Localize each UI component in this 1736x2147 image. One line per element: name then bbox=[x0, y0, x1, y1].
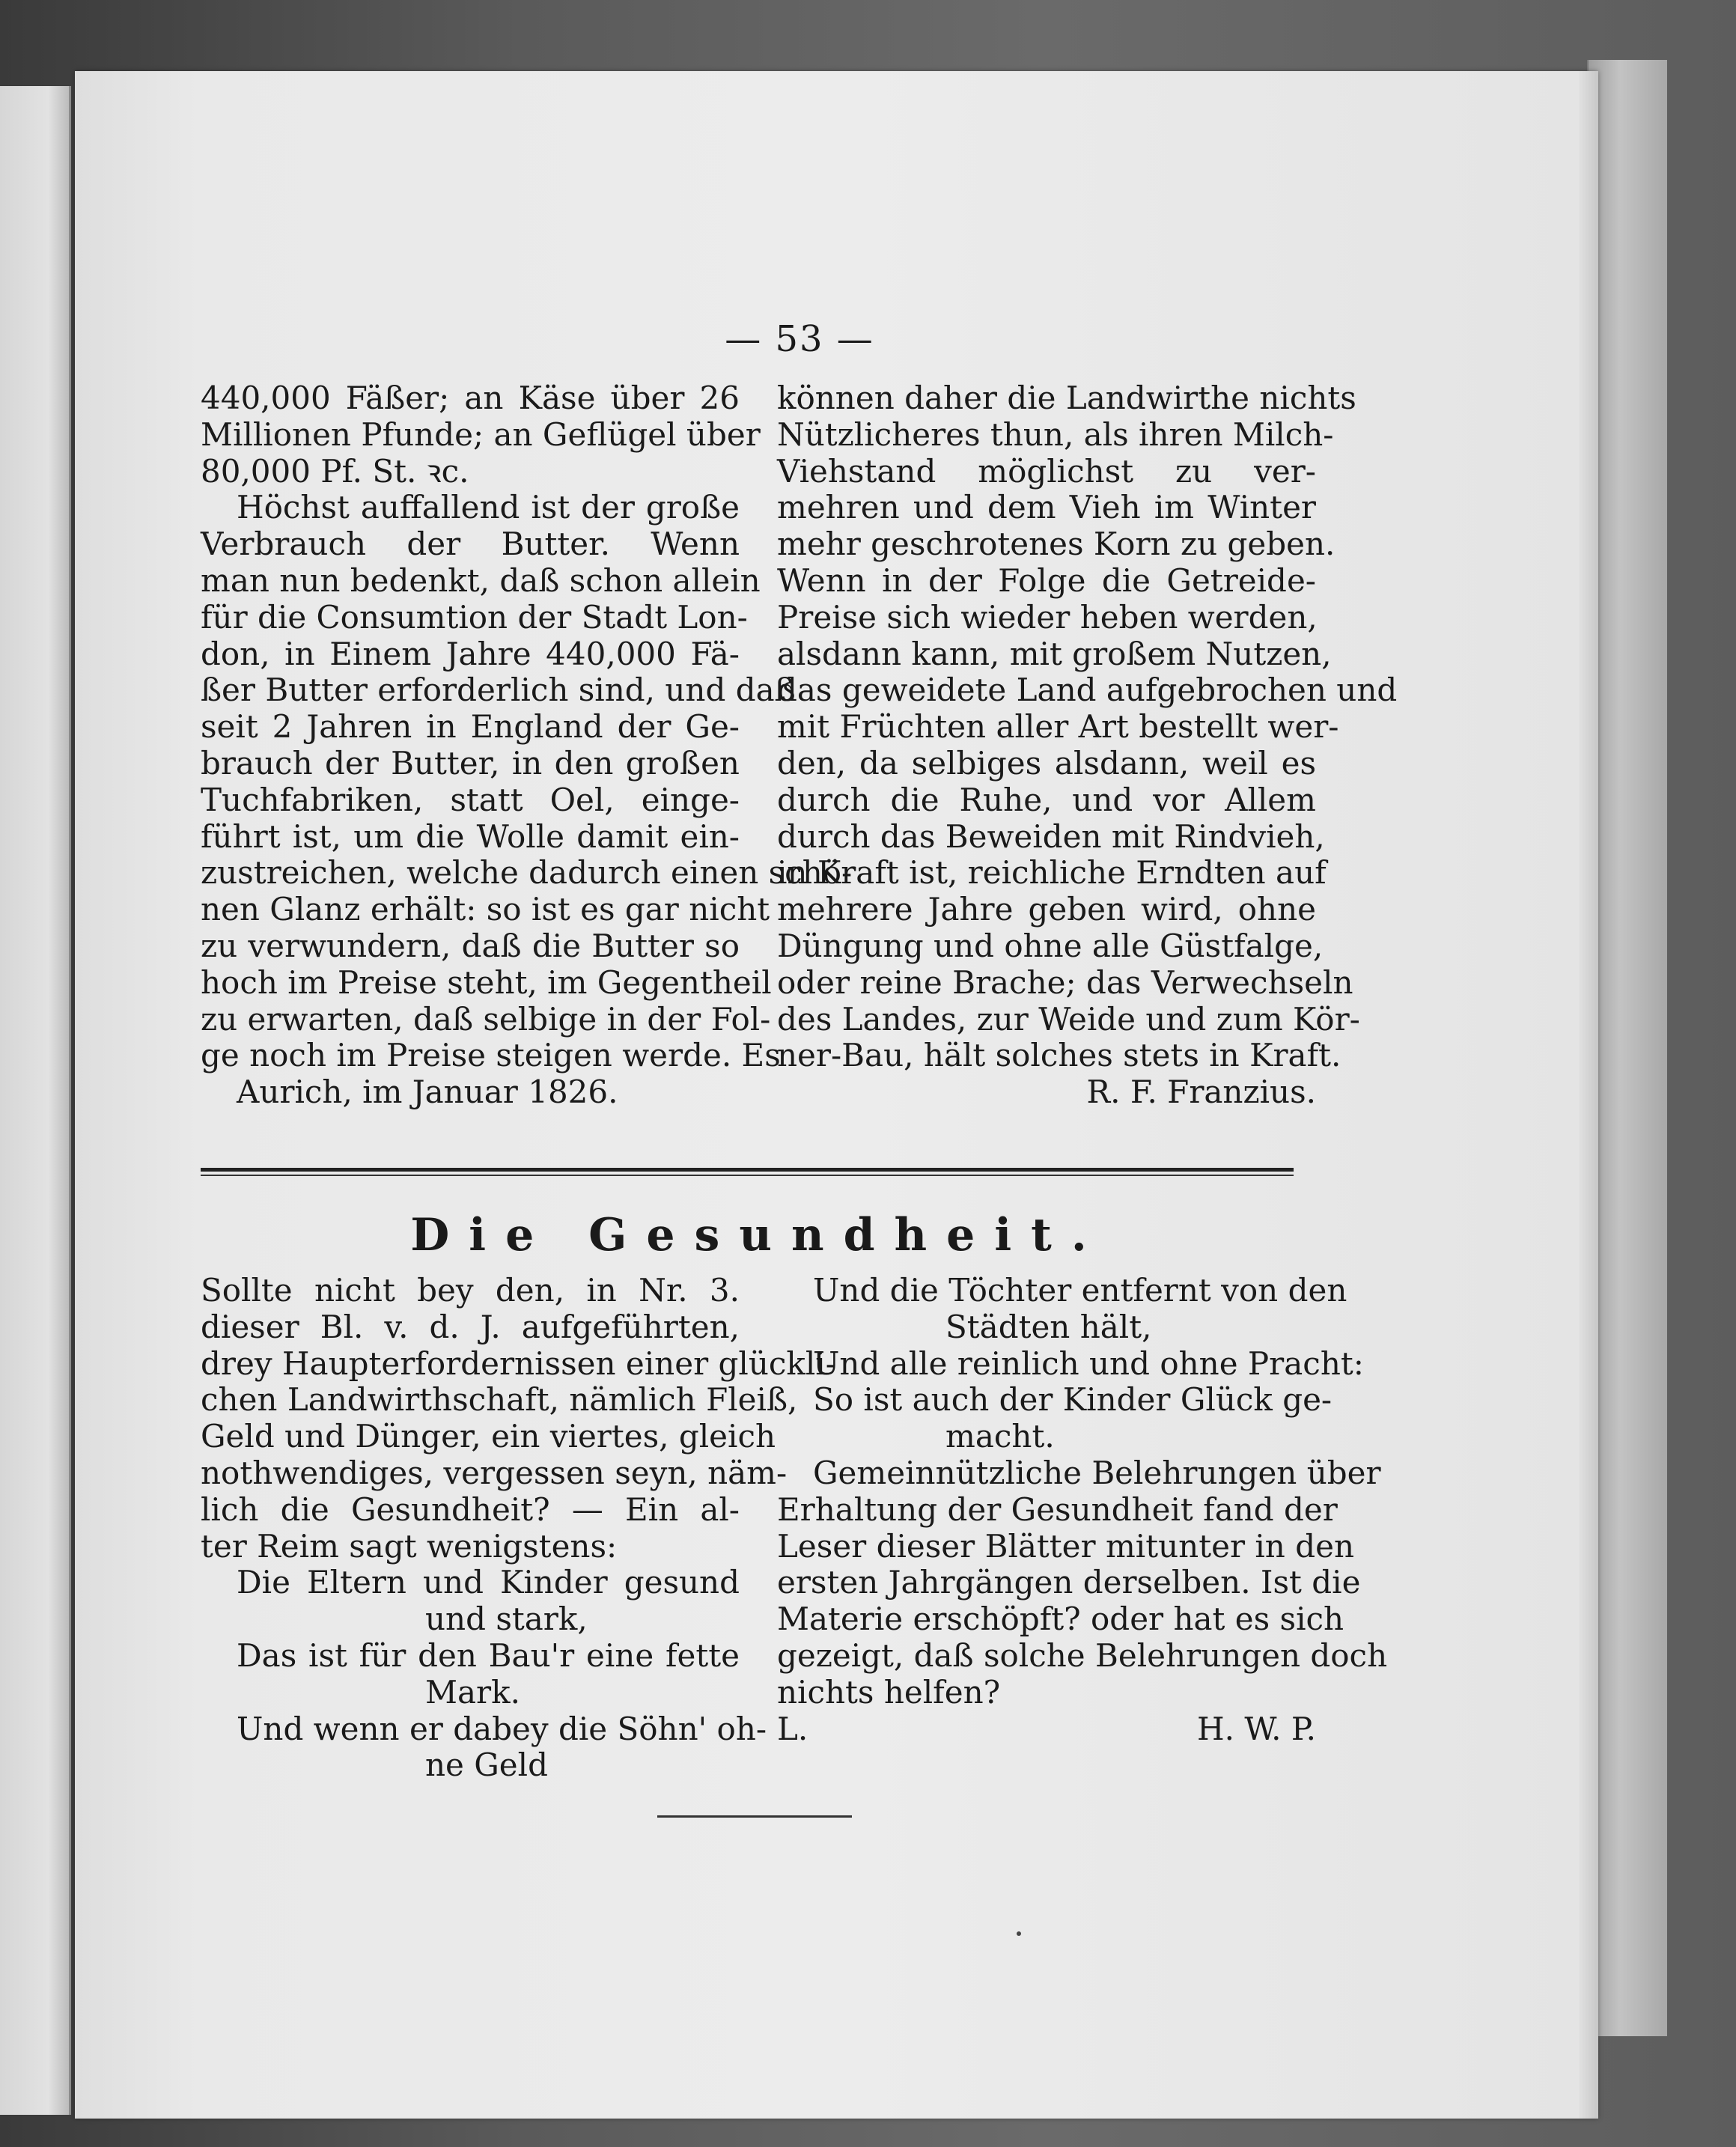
text-line: Viehstand möglichst zu ver- bbox=[777, 452, 1316, 490]
text-line: können daher die Landwirthe nichts bbox=[777, 380, 1356, 416]
text-line: ersten Jahrgängen derselben. Ist die bbox=[777, 1564, 1361, 1601]
text-line: Geld und Dünger, ein viertes, gleich bbox=[201, 1418, 776, 1455]
text-line: des Landes, zur Weide und zum Kör- bbox=[777, 1000, 1360, 1038]
text-line: führt ist, um die Wolle damit ein- bbox=[201, 817, 740, 855]
dateline: Aurich, im Januar 1826. bbox=[237, 1074, 618, 1111]
text-line: 80,000 Pf. St. ꝛc. bbox=[201, 452, 469, 490]
text-line: mehrere Jahre geben wird, ohne bbox=[777, 891, 1316, 928]
verse-line: Und die Töchter entfernt von den bbox=[813, 1272, 1347, 1309]
text-line: gezeigt, daß solche Belehrungen doch bbox=[777, 1636, 1388, 1674]
text-line: Erhaltung der Gesundheit fand der bbox=[777, 1490, 1338, 1528]
text-line: mehr geschrotenes Korn zu geben. bbox=[777, 526, 1335, 563]
end-rule bbox=[657, 1815, 852, 1818]
text-line: das geweidete Land aufgebrochen und bbox=[777, 671, 1398, 709]
text-line: ge noch im Preise steigen werde. Es bbox=[201, 1037, 781, 1074]
text-line: alsdann kann, mit großem Nutzen, bbox=[777, 635, 1332, 672]
signature-right: H. W. P. bbox=[1197, 1710, 1316, 1747]
text-line: Düngung und ohne alle Güstfalge, bbox=[777, 927, 1324, 964]
text-line: für die Consumtion der Stadt Lon- bbox=[201, 598, 748, 636]
text-line: Leser dieser Blätter mitunter in den bbox=[777, 1527, 1354, 1565]
text-line: lich die Gesundheit? — Ein al- bbox=[201, 1490, 740, 1528]
verse-line: und stark, bbox=[425, 1601, 588, 1638]
text-line: nothwendiges, vergessen seyn, näm- bbox=[201, 1454, 788, 1491]
text-line: mit Früchten aller Art bestellt wer- bbox=[777, 708, 1339, 746]
section-divider-thin bbox=[201, 1175, 1294, 1176]
text-line: Sollte nicht bey den, in Nr. 3. bbox=[201, 1272, 740, 1309]
signature-row bbox=[777, 1711, 1316, 1748]
text-line: mehren und dem Vieh im Winter bbox=[777, 489, 1316, 526]
text-line: nichts helfen? bbox=[777, 1673, 1001, 1711]
text-line: don, in Einem Jahre 440,000 Fä- bbox=[201, 635, 740, 672]
text-line: ner-Bau, hält solches stets in Kraft. bbox=[777, 1037, 1341, 1074]
text-line: oder reine Brache; das Verwechseln bbox=[777, 963, 1353, 1001]
text-line: durch das Beweiden mit Rindvieh, bbox=[777, 817, 1325, 855]
text-line: Höchst auffallend ist der große bbox=[237, 489, 740, 526]
book-page bbox=[75, 71, 1598, 2119]
text-line: chen Landwirthschaft, nämlich Fleiß, bbox=[201, 1381, 798, 1419]
text-line: zu erwarten, daß selbige in der Fol- bbox=[201, 1000, 771, 1038]
column-left-bottom bbox=[201, 1272, 836, 1784]
previous-page-edge bbox=[0, 86, 71, 2115]
section-divider bbox=[201, 1168, 1294, 1172]
text-line: Gemeinnützliche Belehrungen über bbox=[813, 1454, 1381, 1491]
verse-line: Die Eltern und Kinder gesund bbox=[237, 1564, 740, 1601]
text-line: in Kraft ist, reichliche Erndten auf bbox=[777, 854, 1327, 892]
text-line: durch die Ruhe, und vor Allem bbox=[777, 781, 1316, 818]
text-line: Materie erschöpft? oder hat es sich bbox=[777, 1601, 1344, 1638]
signature-left: L. bbox=[777, 1710, 808, 1747]
text-line: ßer Butter erforderlich sind, und daß bbox=[201, 671, 796, 709]
column-right-top bbox=[777, 380, 1398, 1111]
text-line: Preise sich wieder heben werden, bbox=[777, 598, 1318, 636]
text-line: Wenn in der Folge die Getreide- bbox=[777, 561, 1316, 599]
text-line: Verbrauch der Butter. Wenn bbox=[201, 526, 740, 563]
text-line: zu verwundern, daß die Butter so bbox=[201, 927, 740, 964]
verse-line: Mark. bbox=[425, 1673, 520, 1711]
text-line: man nun bedenkt, daß schon allein bbox=[201, 561, 761, 599]
page-edge-shading bbox=[1579, 71, 1598, 2119]
text-line: Tuchfabriken, statt Oel, einge- bbox=[201, 781, 740, 818]
section-heading: Die Gesundheit. bbox=[410, 1209, 1106, 1261]
verse-line: Das ist für den Bau'r eine fette bbox=[237, 1636, 740, 1674]
text-line: Nützlicheres thun, als ihren Milch- bbox=[777, 415, 1334, 453]
text-line: den, da selbiges alsdann, weil es bbox=[777, 744, 1316, 782]
page-number: — 53 — bbox=[725, 318, 874, 360]
text-line: dieser Bl. v. d. J. aufgeführten, bbox=[201, 1308, 740, 1345]
text-line: brauch der Butter, in den großen bbox=[201, 744, 740, 782]
verse-line: Und alle reinlich und ohne Pracht: bbox=[813, 1344, 1364, 1382]
column-left-top bbox=[201, 380, 853, 1111]
text-line: hoch im Preise steht, im Gegentheil bbox=[201, 963, 772, 1001]
text-line: drey Haupterfordernissen einer glückli- bbox=[201, 1344, 836, 1382]
ink-speck bbox=[1017, 1931, 1021, 1936]
column-right-bottom bbox=[777, 1272, 1388, 1747]
text-line: nen Glanz erhält: so ist es gar nicht bbox=[201, 891, 770, 928]
verse-line: macht. bbox=[945, 1418, 1055, 1455]
verse-line: So ist auch der Kinder Glück ge- bbox=[813, 1381, 1333, 1419]
text-line: seit 2 Jahren in England der Ge- bbox=[201, 708, 740, 746]
verse-line: ne Geld bbox=[425, 1746, 548, 1784]
text-line: ter Reim sagt wenigstens: bbox=[201, 1527, 618, 1565]
text-line: zustreichen, welche dadurch einen schö- bbox=[201, 854, 853, 892]
verse-line: Und wenn er dabey die Söhn' oh- bbox=[237, 1710, 767, 1747]
book-cover-edge bbox=[1587, 60, 1667, 2036]
text-line: Millionen Pfunde; an Geflügel über bbox=[201, 415, 761, 453]
text-line: 440,000 Fäßer; an Käse über 26 bbox=[201, 380, 740, 416]
author-signature: R. F. Franzius. bbox=[1086, 1074, 1316, 1111]
verse-line: Städten hält, bbox=[945, 1308, 1152, 1345]
